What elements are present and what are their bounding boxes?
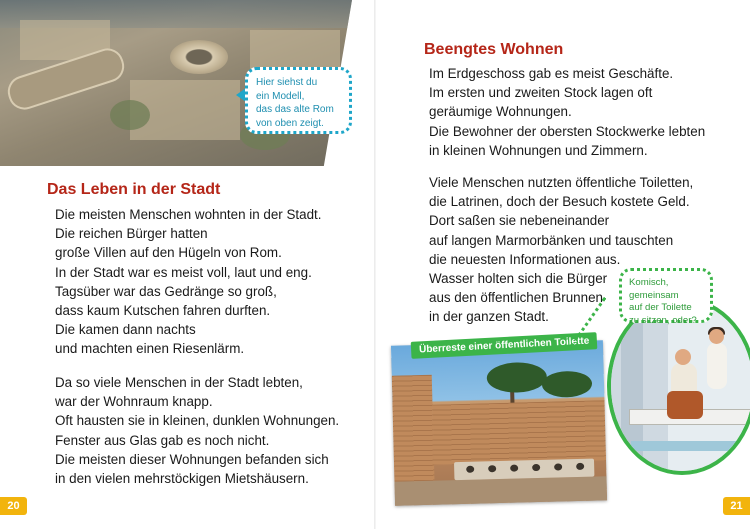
text-line: Im ersten und zweiten Stock lagen oft [429,85,653,101]
text-line: dass kaum Kutschen fahren durften. [55,303,271,319]
text-line: Wasser holten sich die Bürger [429,271,608,287]
text-line: Die kamen dann nachts [55,322,196,338]
text-line: aus den öffentlichen Brunnen [429,290,603,306]
text-line: Die meisten dieser Wohnungen befanden sich [55,451,329,467]
speech-line: auf der Toilette [629,302,692,314]
text-line: auf langen Marmorbänken und tauschten [429,232,674,248]
text-line: Tagsüber war das Gedränge so groß, [55,283,277,299]
text-line: Die meisten Menschen wohnten in der Stadt. [55,207,322,222]
text-line: Dort saßen sie nebeneinander [429,213,610,229]
section-heading-city-life: Das Leben in der Stadt [47,181,221,198]
colosseum-model [170,40,228,74]
text-line: und machten einen Riesenlärm. [55,341,245,357]
text-line: große Villen auf den Hügeln von Rom. [55,245,282,261]
caption-line: Hier siehst du [256,77,318,88]
text-line: die Latrinen, doch der Besuch kostete Geld. [429,194,690,210]
book-gutter [374,0,376,529]
page-number-left: 20 [0,497,27,515]
marble-bench [454,459,594,481]
caption-line: das das alte Rom [256,104,334,115]
roman-man-head [675,349,691,365]
caption-line: ein Modell, [256,90,305,102]
text-line: in kleinen Wohnungen und Zimmern. [429,142,648,158]
text-line: geräumige Wohnungen. [429,104,572,120]
photo-label-latrine: Überreste einer öffentlichen Toilette [411,332,598,359]
roman-woman-figure [707,343,727,389]
latrine-ruins-photo [391,340,607,505]
paragraph-city-life [55,205,321,359]
text-line: Fenster aus Glas gab es noch nicht. [55,432,270,448]
brick-wall [432,400,606,464]
text-line: Die reichen Bürger hatten [55,226,208,242]
speech-line: Komisch, gemeinsam [629,277,679,301]
text-line: Die Bewohner der obersten Stockwerke lebten [429,123,706,139]
section-heading-cramped-living: Beengtes Wohnen [424,41,564,58]
text-line: Oft hausten sie in kleinen, dunklen Wohnungen. [55,413,340,429]
text-line: In der Stadt war es meist voll, laut und eng. [55,264,312,280]
paragraph-floors [429,64,705,160]
caption-line: von oben zeigt. [256,117,324,129]
paragraph-housing [55,373,339,488]
text-line: war der Wohnraum knapp. [55,394,213,410]
text-line: die neuesten Informationen aus. [429,251,621,267]
brick-wall [392,375,435,486]
page-number-right: 21 [723,497,750,515]
speech-line: zu sitzen, oder? [629,314,697,326]
roman-woman-head [709,329,724,344]
text-line: Im Erdgeschoss gab es meist Geschäfte. [429,66,674,81]
speech-bubble [619,268,713,326]
city-block [250,30,340,70]
illustration-water-channel [631,441,750,451]
photo-caption-bubble [245,67,352,134]
roman-man-robe [667,391,703,419]
text-line: Da so viele Menschen in der Stadt lebten, [55,375,303,390]
text-line: in der ganzen Stadt. [429,309,549,325]
pine-tree [542,371,593,398]
greenery [110,100,150,130]
text-line: Viele Menschen nutzten öffentliche Toiletten, [429,175,694,190]
text-line: in den vielen mehrstöckigen Mietshäusern. [55,471,309,487]
pine-tree [486,362,547,394]
ruins-floor [395,476,608,506]
